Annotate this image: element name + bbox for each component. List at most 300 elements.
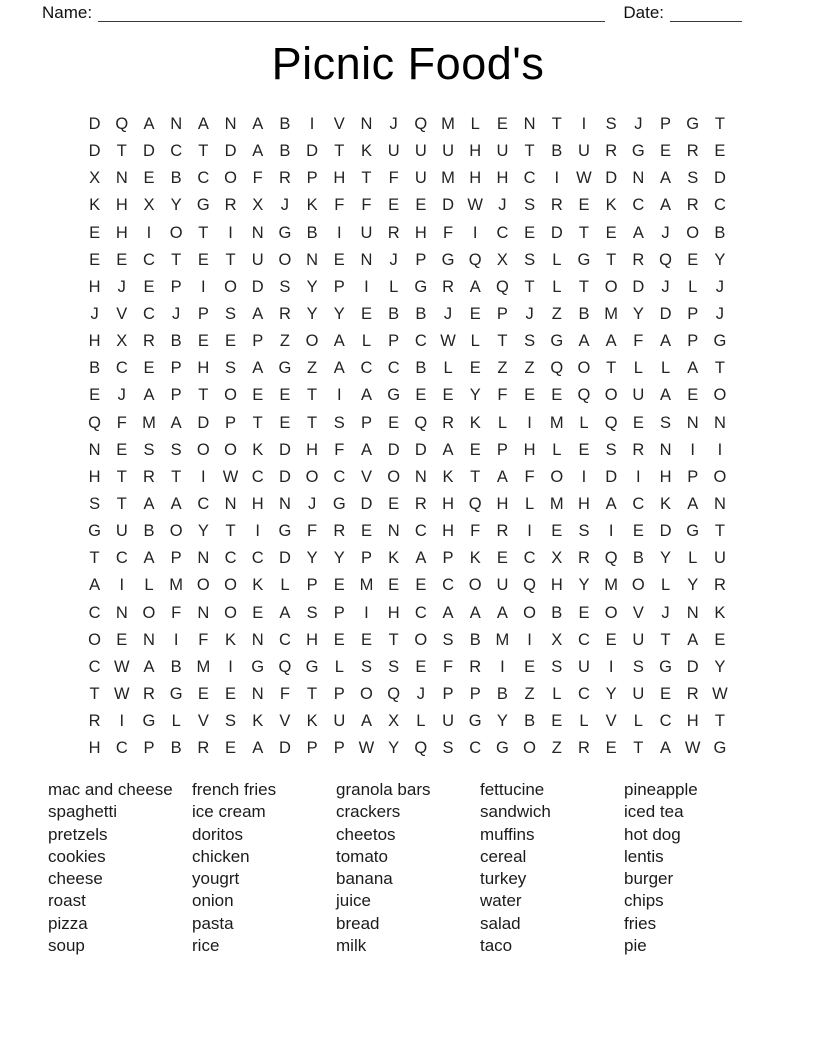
grid-cell-r13c10: F xyxy=(334,440,345,459)
grid-cell-r18c14: C xyxy=(442,576,454,595)
grid-cell-r1c4: N xyxy=(170,115,183,134)
grid-cell-r5c8: G xyxy=(278,223,292,242)
grid-cell-r17c10: Y xyxy=(333,549,345,568)
grid-cell-r2c2: T xyxy=(116,142,127,161)
word-column-1 xyxy=(48,779,192,957)
grid-cell-r24c8: D xyxy=(278,739,291,758)
grid-cell-r3c20: D xyxy=(605,169,618,188)
grid-cell-r16c13: C xyxy=(414,522,427,541)
grid-cell-r19c8: A xyxy=(279,603,291,622)
grid-cell-r3c17: C xyxy=(523,169,536,188)
grid-cell-r20c12: T xyxy=(388,630,399,649)
grid-cell-r21c5: M xyxy=(196,657,211,676)
grid-cell-r16c4: O xyxy=(169,522,183,541)
grid-cell-r6c11: N xyxy=(360,250,373,269)
grid-cell-r6c6: T xyxy=(225,250,236,269)
word-list-item: tomato xyxy=(336,846,388,866)
grid-cell-r12c13: Q xyxy=(414,413,428,432)
grid-cell-r1c10: V xyxy=(333,115,345,134)
grid-cell-r9c17: S xyxy=(524,332,536,351)
grid-cell-r20c2: E xyxy=(116,630,128,649)
grid-cell-r17c8: D xyxy=(278,549,291,568)
grid-cell-r23c11: A xyxy=(360,712,372,731)
grid-cell-r6c19: G xyxy=(577,250,591,269)
grid-cell-r7c1: H xyxy=(88,277,101,296)
grid-cell-r5c9: B xyxy=(306,223,318,242)
grid-cell-r12c22: S xyxy=(660,413,672,432)
grid-cell-r22c14: P xyxy=(442,685,454,704)
grid-cell-r13c13: D xyxy=(414,440,427,459)
grid-cell-r10c10: A xyxy=(333,359,345,378)
grid-cell-r13c21: R xyxy=(632,440,645,459)
grid-cell-r24c5: R xyxy=(197,739,210,758)
grid-cell-r4c5: G xyxy=(196,196,210,215)
grid-cell-r5c15: I xyxy=(472,223,478,242)
grid-cell-r16c19: S xyxy=(578,522,590,541)
grid-cell-r18c5: O xyxy=(196,576,210,595)
grid-cell-r24c24: G xyxy=(713,739,727,758)
grid-cell-r2c9: D xyxy=(306,142,319,161)
grid-cell-r16c14: H xyxy=(442,522,454,541)
grid-cell-r20c1: O xyxy=(88,630,102,649)
grid-cell-r17c20: Q xyxy=(604,549,618,568)
grid-cell-r12c1: Q xyxy=(88,413,102,432)
grid-cell-r2c24: E xyxy=(714,142,726,161)
grid-cell-r15c2: T xyxy=(116,495,127,514)
grid-cell-r14c21: I xyxy=(636,467,641,486)
grid-cell-r12c4: A xyxy=(170,413,182,432)
grid-cell-r9c4: B xyxy=(170,332,182,351)
grid-cell-r5c23: O xyxy=(686,223,700,242)
grid-cell-r14c18: O xyxy=(550,467,564,486)
grid-cell-r22c11: O xyxy=(360,685,373,704)
grid-cell-r13c1: N xyxy=(88,440,101,459)
grid-cell-r6c12: J xyxy=(389,250,398,269)
grid-cell-r6c5: E xyxy=(197,250,209,269)
grid-cell-r6c17: S xyxy=(524,250,536,269)
grid-cell-r9c23: P xyxy=(687,332,699,351)
grid-cell-r17c16: E xyxy=(496,549,508,568)
grid-cell-r10c22: L xyxy=(660,359,671,378)
grid-cell-r20c5: F xyxy=(198,630,209,649)
grid-cell-r15c13: R xyxy=(414,495,427,514)
grid-cell-r6c20: T xyxy=(606,250,617,269)
grid-cell-r19c7: E xyxy=(252,603,264,622)
grid-cell-r13c7: K xyxy=(252,440,264,459)
grid-cell-r14c1: H xyxy=(88,467,101,486)
grid-cell-r9c10: A xyxy=(333,332,345,351)
grid-cell-r24c23: W xyxy=(684,739,701,758)
grid-cell-r24c15: C xyxy=(469,739,482,758)
grid-cell-r16c2: U xyxy=(115,522,128,541)
grid-cell-r8c6: S xyxy=(225,305,237,324)
grid-cell-r21c23: D xyxy=(686,657,699,676)
grid-cell-r1c16: E xyxy=(496,115,508,134)
word-list-item: mac and cheese xyxy=(48,780,173,799)
grid-cell-r12c3: M xyxy=(142,413,156,432)
grid-cell-r4c22: A xyxy=(660,196,672,215)
grid-cell-r2c10: T xyxy=(334,142,345,161)
grid-cell-r16c5: Y xyxy=(197,522,209,541)
grid-cell-r16c3: B xyxy=(143,522,155,541)
grid-cell-r1c13: Q xyxy=(414,115,428,134)
grid-cell-r24c16: G xyxy=(495,739,509,758)
grid-cell-r3c23: S xyxy=(687,169,699,188)
word-list-item: fries xyxy=(624,913,657,933)
grid-cell-r13c12: D xyxy=(387,440,400,459)
grid-cell-r6c7: U xyxy=(251,250,264,269)
grid-cell-r3c22: A xyxy=(660,169,672,188)
grid-cell-r11c24: O xyxy=(713,386,727,405)
grid-cell-r4c8: J xyxy=(280,196,290,215)
grid-cell-r22c21: U xyxy=(632,685,645,704)
grid-cell-r5c19: T xyxy=(578,223,590,242)
grid-cell-r16c17: I xyxy=(527,522,532,541)
grid-cell-r18c18: H xyxy=(550,576,563,595)
grid-cell-r19c21: V xyxy=(632,603,644,622)
grid-cell-r1c8: B xyxy=(279,115,291,134)
grid-cell-r2c23: R xyxy=(686,142,699,161)
grid-cell-r23c9: K xyxy=(306,712,318,731)
grid-cell-r1c21: J xyxy=(634,115,643,134)
grid-cell-r5c21: A xyxy=(632,223,644,242)
grid-cell-r14c24: O xyxy=(713,467,727,486)
grid-cell-r14c6: W xyxy=(222,467,239,486)
grid-cell-r13c22: N xyxy=(659,440,672,459)
grid-cell-r5c13: H xyxy=(414,223,427,242)
grid-cell-r14c22: H xyxy=(659,467,672,486)
grid-cell-r4c11: F xyxy=(361,196,372,215)
grid-cell-r21c8: Q xyxy=(278,657,292,676)
grid-cell-r7c4: P xyxy=(170,277,182,296)
grid-cell-r5c24: B xyxy=(714,223,726,242)
grid-cell-r16c11: E xyxy=(360,522,372,541)
grid-cell-r4c16: J xyxy=(498,196,507,215)
grid-cell-r14c5: I xyxy=(201,467,206,486)
grid-cell-r24c9: P xyxy=(306,739,318,758)
grid-cell-r1c12: J xyxy=(389,115,398,134)
grid-cell-r17c11: P xyxy=(360,549,372,568)
grid-cell-r8c3: C xyxy=(143,305,155,324)
grid-cell-r18c2: I xyxy=(119,576,125,595)
word-list-item: granola bars xyxy=(336,780,431,799)
grid-cell-r9c11: L xyxy=(361,332,372,351)
grid-cell-r16c7: I xyxy=(255,522,261,541)
grid-cell-r24c22: A xyxy=(660,739,672,758)
grid-cell-r11c23: E xyxy=(687,386,699,405)
grid-cell-r23c1: R xyxy=(88,712,101,731)
word-list-item: chips xyxy=(624,891,664,911)
grid-cell-r22c7: N xyxy=(251,685,264,704)
grid-cell-r9c6: E xyxy=(225,332,237,351)
grid-cell-r19c9: S xyxy=(306,603,318,622)
grid-cell-r11c15: Y xyxy=(469,386,481,405)
grid-cell-r3c12: F xyxy=(388,169,399,188)
word-list-item: roast xyxy=(48,891,86,911)
grid-cell-r4c3: X xyxy=(143,196,155,215)
grid-cell-r7c18: L xyxy=(552,277,562,296)
grid-cell-r23c23: H xyxy=(686,712,699,731)
grid-cell-r15c16: H xyxy=(496,495,509,514)
grid-cell-r21c9: G xyxy=(305,657,319,676)
word-list-item: pasta xyxy=(192,913,234,933)
grid-cell-r4c7: X xyxy=(252,196,264,215)
grid-cell-r11c20: O xyxy=(604,386,618,405)
grid-cell-r11c17: E xyxy=(524,386,536,405)
grid-cell-r13c19: E xyxy=(578,440,590,459)
grid-cell-r13c5: O xyxy=(196,440,210,459)
grid-cell-r2c11: K xyxy=(360,142,372,161)
grid-cell-r9c19: A xyxy=(578,332,590,351)
grid-cell-r21c16: I xyxy=(500,657,505,676)
grid-cell-r21c2: W xyxy=(113,657,130,676)
grid-cell-r8c2: V xyxy=(116,305,128,324)
grid-cell-r15c5: C xyxy=(197,495,210,514)
word-list-item: hot dog xyxy=(624,824,681,844)
grid-cell-r11c9: T xyxy=(307,386,318,405)
grid-cell-r7c8: S xyxy=(279,277,291,296)
grid-cell-r13c9: H xyxy=(306,440,319,459)
grid-cell-r10c19: O xyxy=(577,359,591,378)
grid-cell-r13c3: S xyxy=(143,440,155,459)
grid-cell-r2c3: D xyxy=(143,142,155,161)
grid-cell-r4c24: C xyxy=(713,196,726,215)
grid-cell-r8c21: Y xyxy=(632,305,644,324)
grid-cell-r7c16: Q xyxy=(495,277,509,296)
grid-cell-r12c5: D xyxy=(197,413,210,432)
grid-cell-r1c1: D xyxy=(88,115,101,134)
grid-cell-r16c24: T xyxy=(714,522,725,541)
grid-cell-r6c21: R xyxy=(632,250,645,269)
grid-cell-r10c6: S xyxy=(225,359,237,378)
grid-cell-r7c17: T xyxy=(524,277,535,296)
grid-cell-r14c19: I xyxy=(581,467,587,486)
grid-cell-r10c5: H xyxy=(197,359,210,378)
grid-cell-r19c23: N xyxy=(686,603,699,622)
grid-cell-r21c1: C xyxy=(88,657,101,676)
grid-cell-r21c3: A xyxy=(143,657,155,676)
grid-cell-r12c11: P xyxy=(360,413,372,432)
grid-cell-r9c2: X xyxy=(116,332,128,351)
grid-cell-r7c9: Y xyxy=(306,277,318,296)
grid-cell-r13c20: S xyxy=(605,440,617,459)
grid-cell-r16c18: E xyxy=(551,522,563,541)
grid-cell-r21c4: B xyxy=(170,657,182,676)
grid-cell-r1c7: A xyxy=(252,115,264,134)
grid-cell-r21c10: L xyxy=(334,657,344,676)
grid-cell-r2c15: H xyxy=(469,142,482,161)
grid-cell-r8c5: P xyxy=(197,305,209,324)
grid-cell-r4c4: Y xyxy=(170,196,182,215)
grid-cell-r5c2: H xyxy=(115,223,128,242)
grid-cell-r22c22: E xyxy=(660,685,672,704)
grid-cell-r5c14: F xyxy=(442,223,454,242)
grid-cell-r21c6: I xyxy=(228,657,233,676)
grid-cell-r19c17: O xyxy=(523,603,537,622)
grid-cell-r3c5: C xyxy=(197,169,210,188)
grid-cell-r12c9: T xyxy=(307,413,318,432)
grid-cell-r20c7: N xyxy=(251,630,264,649)
grid-cell-r22c8: F xyxy=(279,685,290,704)
grid-cell-r2c1: D xyxy=(88,142,101,161)
grid-cell-r19c10: P xyxy=(333,603,345,622)
word-column-3 xyxy=(336,779,480,957)
grid-cell-r10c3: E xyxy=(143,359,155,378)
grid-cell-r14c7: C xyxy=(251,467,264,486)
grid-cell-r15c1: S xyxy=(89,495,101,514)
grid-cell-r13c2: E xyxy=(116,440,128,459)
grid-cell-r13c18: L xyxy=(552,440,562,459)
grid-cell-r3c10: H xyxy=(333,169,346,188)
grid-cell-r12c19: L xyxy=(579,413,589,432)
grid-cell-r4c1: K xyxy=(89,196,101,215)
grid-cell-r1c3: A xyxy=(143,115,155,134)
grid-cell-r7c19: T xyxy=(578,277,590,296)
grid-cell-r24c3: P xyxy=(143,739,155,758)
grid-cell-r16c20: I xyxy=(608,522,614,541)
grid-cell-r24c20: E xyxy=(605,739,617,758)
grid-cell-r8c1: J xyxy=(90,305,99,324)
grid-cell-r22c9: T xyxy=(307,685,318,704)
grid-cell-r9c3: R xyxy=(143,332,155,351)
grid-cell-r20c10: E xyxy=(333,630,345,649)
grid-cell-r4c14: D xyxy=(442,196,454,215)
grid-cell-r4c21: C xyxy=(632,196,645,215)
grid-cell-r22c23: R xyxy=(686,685,699,704)
grid-cell-r15c6: N xyxy=(224,495,237,514)
grid-cell-r11c7: E xyxy=(252,386,264,405)
grid-cell-r6c16: X xyxy=(496,250,508,269)
word-list-item: salad xyxy=(480,913,521,933)
grid-cell-r2c4: C xyxy=(170,142,183,161)
grid-cell-r8c24: J xyxy=(715,305,725,324)
grid-cell-r19c1: C xyxy=(88,603,101,622)
grid-cell-r6c8: O xyxy=(278,250,292,269)
grid-cell-r1c9: I xyxy=(309,115,315,134)
grid-cell-r5c3: I xyxy=(146,223,152,242)
grid-cell-r19c5: N xyxy=(197,603,210,622)
grid-cell-r8c8: R xyxy=(278,305,291,324)
grid-cell-r20c16: M xyxy=(495,630,510,649)
grid-cell-r3c24: D xyxy=(713,169,726,188)
grid-cell-r15c7: H xyxy=(251,495,264,514)
grid-cell-r5c4: O xyxy=(169,223,183,242)
word-list-item: doritos xyxy=(192,824,244,844)
grid-cell-r14c23: P xyxy=(687,467,699,486)
word-list-item: rice xyxy=(192,936,220,956)
grid-cell-r15c10: G xyxy=(332,495,346,514)
grid-cell-r23c21: L xyxy=(633,712,643,731)
grid-cell-r12c24: N xyxy=(713,413,726,432)
grid-cell-r9c1: H xyxy=(88,332,101,351)
grid-cell-r5c16: C xyxy=(496,223,509,242)
grid-cell-r5c22: J xyxy=(661,223,670,242)
grid-cell-r19c11: I xyxy=(364,603,369,622)
grid-cell-r21c21: S xyxy=(632,657,644,676)
grid-cell-r18c3: L xyxy=(144,576,154,595)
grid-cell-r15c4: A xyxy=(170,495,182,514)
grid-cell-r24c10: P xyxy=(333,739,345,758)
grid-cell-r3c16: H xyxy=(496,169,509,188)
word-list-item: spaghetti xyxy=(48,802,117,822)
grid-cell-r4c9: K xyxy=(306,196,318,215)
grid-cell-r20c22: T xyxy=(660,630,671,649)
grid-cell-r24c14: S xyxy=(442,739,454,758)
word-list-item: pie xyxy=(624,936,647,956)
grid-cell-r11c6: O xyxy=(224,386,237,405)
grid-cell-r8c10: Y xyxy=(333,305,345,324)
grid-cell-r12c21: E xyxy=(632,413,644,432)
word-list-item: water xyxy=(480,891,522,911)
grid-cell-r21c18: S xyxy=(551,657,563,676)
grid-cell-r1c22: P xyxy=(660,115,672,134)
grid-cell-r9c15: L xyxy=(470,332,480,351)
grid-cell-r6c15: Q xyxy=(468,250,482,269)
grid-cell-r14c3: R xyxy=(143,467,155,486)
grid-cell-r15c24: N xyxy=(713,495,726,514)
grid-cell-r3c6: O xyxy=(224,169,237,188)
grid-cell-r5c20: E xyxy=(605,223,617,242)
grid-cell-r19c15: A xyxy=(469,603,481,622)
grid-cell-r21c14: F xyxy=(442,657,454,676)
grid-cell-r9c9: O xyxy=(305,332,319,351)
grid-cell-r19c18: B xyxy=(551,603,563,622)
grid-cell-r13c6: O xyxy=(224,440,237,459)
grid-cell-r21c11: S xyxy=(360,657,372,676)
grid-cell-r16c12: N xyxy=(387,522,400,541)
grid-cell-r20c20: E xyxy=(605,630,617,649)
grid-cell-r22c15: P xyxy=(469,685,481,704)
grid-cell-r11c22: A xyxy=(660,386,672,405)
word-list-item: cheetos xyxy=(336,824,396,844)
grid-cell-r21c7: G xyxy=(251,657,265,676)
grid-cell-r23c4: L xyxy=(171,712,181,731)
grid-cell-r19c16: A xyxy=(496,603,508,622)
grid-cell-r1c11: N xyxy=(360,115,373,134)
grid-cell-r3c7: F xyxy=(252,169,263,188)
grid-cell-r9c24: G xyxy=(713,332,727,351)
grid-cell-r22c18: L xyxy=(552,685,562,704)
word-list-item: burger xyxy=(624,869,674,889)
grid-cell-r8c23: P xyxy=(687,305,699,324)
grid-cell-r19c2: N xyxy=(115,603,128,622)
grid-cell-r9c14: W xyxy=(440,332,456,351)
name-blank-line xyxy=(98,4,605,22)
grid-cell-r10c14: L xyxy=(443,359,453,378)
grid-cell-r5c10: I xyxy=(336,223,342,242)
grid-cell-r3c19: W xyxy=(576,169,592,188)
grid-cell-r13c8: D xyxy=(278,440,291,459)
grid-cell-r17c23: L xyxy=(688,549,698,568)
grid-cell-r16c6: T xyxy=(225,522,236,541)
grid-cell-r15c9: J xyxy=(307,495,317,514)
grid-cell-r7c12: L xyxy=(389,277,399,296)
grid-cell-r10c21: L xyxy=(633,359,643,378)
grid-cell-r24c1: H xyxy=(88,739,101,758)
grid-cell-r12c6: P xyxy=(225,413,237,432)
grid-cell-r17c22: Y xyxy=(660,549,672,568)
word-list-item: ice cream xyxy=(192,802,266,822)
grid-cell-r17c5: N xyxy=(197,549,210,568)
grid-cell-r21c17: E xyxy=(524,657,536,676)
grid-cell-r15c18: M xyxy=(549,495,564,514)
grid-cell-r22c6: E xyxy=(225,685,237,704)
grid-cell-r18c6: O xyxy=(224,576,237,595)
grid-cell-r7c10: P xyxy=(333,277,345,296)
grid-cell-r22c24: W xyxy=(712,685,728,704)
grid-cell-r10c17: Z xyxy=(524,359,535,378)
grid-cell-r11c2: J xyxy=(117,386,126,405)
